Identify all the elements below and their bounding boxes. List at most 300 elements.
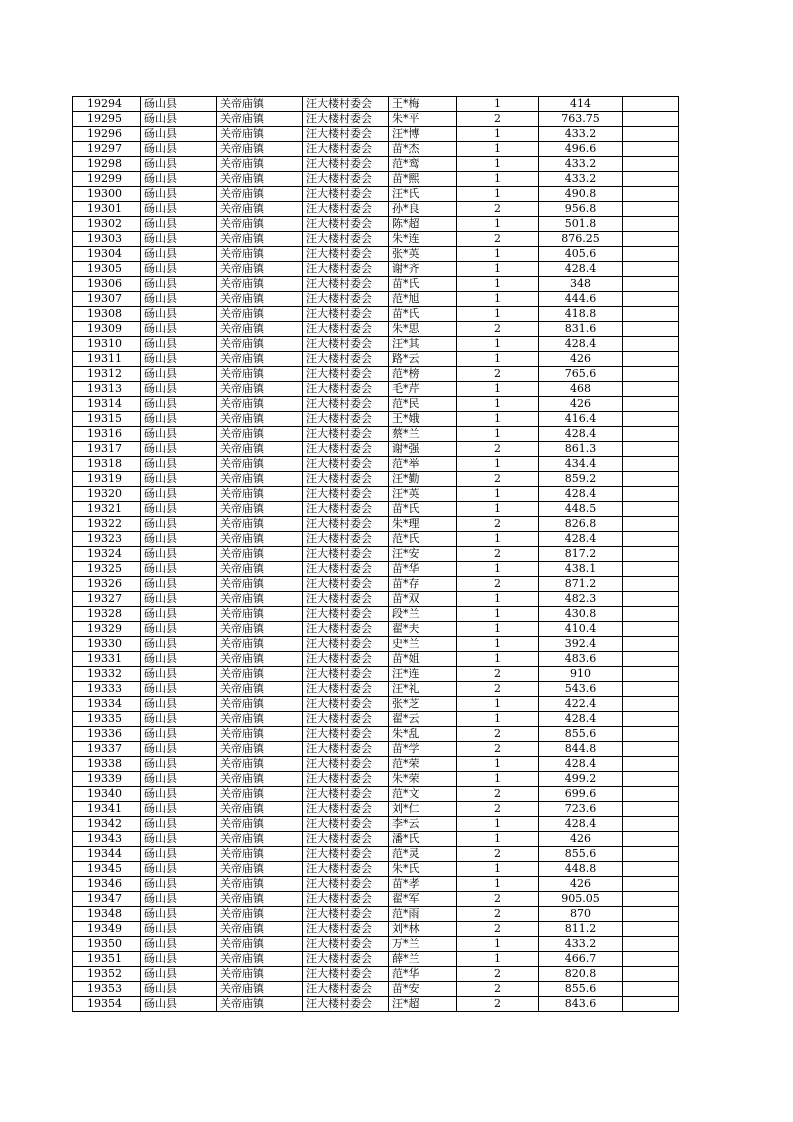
row-id-cell: 19310 bbox=[73, 337, 141, 352]
town-cell: 关帝庙镇 bbox=[217, 832, 303, 847]
name-cell: 范*文 bbox=[389, 787, 457, 802]
town-cell: 关帝庙镇 bbox=[217, 322, 303, 337]
row-id-cell: 19303 bbox=[73, 232, 141, 247]
household-count-cell: 2 bbox=[457, 472, 539, 487]
village-cell: 汪大楼村委会 bbox=[303, 787, 389, 802]
name-cell: 朱*荣 bbox=[389, 772, 457, 787]
amount-cell: 817.2 bbox=[539, 547, 623, 562]
amount-cell: 482.3 bbox=[539, 592, 623, 607]
household-count-cell: 1 bbox=[457, 262, 539, 277]
county-cell: 砀山县 bbox=[141, 907, 217, 922]
amount-cell: 855.6 bbox=[539, 727, 623, 742]
blank-cell bbox=[623, 172, 679, 187]
table-row bbox=[73, 817, 679, 832]
name-cell: 蔡*兰 bbox=[389, 427, 457, 442]
row-id-cell: 19306 bbox=[73, 277, 141, 292]
village-cell: 汪大楼村委会 bbox=[303, 277, 389, 292]
household-count-cell: 1 bbox=[457, 607, 539, 622]
table-row bbox=[73, 787, 679, 802]
table-row bbox=[73, 202, 679, 217]
town-cell: 关帝庙镇 bbox=[217, 112, 303, 127]
county-cell: 砀山县 bbox=[141, 457, 217, 472]
village-cell: 汪大楼村委会 bbox=[303, 412, 389, 427]
name-cell: 范*华 bbox=[389, 967, 457, 982]
name-cell: 苗*孝 bbox=[389, 877, 457, 892]
town-cell: 关帝庙镇 bbox=[217, 847, 303, 862]
amount-cell: 763.75 bbox=[539, 112, 623, 127]
county-cell: 砀山县 bbox=[141, 517, 217, 532]
county-cell: 砀山县 bbox=[141, 142, 217, 157]
blank-cell bbox=[623, 217, 679, 232]
village-cell: 汪大楼村委会 bbox=[303, 502, 389, 517]
blank-cell bbox=[623, 547, 679, 562]
household-count-cell: 1 bbox=[457, 187, 539, 202]
name-cell: 范*榜 bbox=[389, 367, 457, 382]
table-row bbox=[73, 727, 679, 742]
row-id-cell: 19345 bbox=[73, 862, 141, 877]
amount-cell: 428.4 bbox=[539, 427, 623, 442]
blank-cell bbox=[623, 817, 679, 832]
household-count-cell: 1 bbox=[457, 307, 539, 322]
county-cell: 砀山县 bbox=[141, 217, 217, 232]
town-cell: 关帝庙镇 bbox=[217, 922, 303, 937]
table-body bbox=[73, 97, 679, 1012]
table-row bbox=[73, 982, 679, 997]
blank-cell bbox=[623, 667, 679, 682]
county-cell: 砀山县 bbox=[141, 412, 217, 427]
household-count-cell: 1 bbox=[457, 397, 539, 412]
table-row bbox=[73, 187, 679, 202]
row-id-cell: 19311 bbox=[73, 352, 141, 367]
row-id-cell: 19313 bbox=[73, 382, 141, 397]
household-count-cell: 2 bbox=[457, 547, 539, 562]
blank-cell bbox=[623, 937, 679, 952]
name-cell: 汪*礼 bbox=[389, 682, 457, 697]
table-row bbox=[73, 517, 679, 532]
row-id-cell: 19350 bbox=[73, 937, 141, 952]
name-cell: 汪*连 bbox=[389, 667, 457, 682]
name-cell: 孙*良 bbox=[389, 202, 457, 217]
town-cell: 关帝庙镇 bbox=[217, 307, 303, 322]
blank-cell bbox=[623, 757, 679, 772]
row-id-cell: 19342 bbox=[73, 817, 141, 832]
row-id-cell: 19352 bbox=[73, 967, 141, 982]
county-cell: 砀山县 bbox=[141, 802, 217, 817]
county-cell: 砀山县 bbox=[141, 877, 217, 892]
row-id-cell: 19338 bbox=[73, 757, 141, 772]
table-row bbox=[73, 772, 679, 787]
town-cell: 关帝庙镇 bbox=[217, 517, 303, 532]
row-id-cell: 19308 bbox=[73, 307, 141, 322]
table-row bbox=[73, 247, 679, 262]
blank-cell bbox=[623, 412, 679, 427]
county-cell: 砀山县 bbox=[141, 967, 217, 982]
village-cell: 汪大楼村委会 bbox=[303, 367, 389, 382]
row-id-cell: 19307 bbox=[73, 292, 141, 307]
village-cell: 汪大楼村委会 bbox=[303, 877, 389, 892]
amount-cell: 811.2 bbox=[539, 922, 623, 937]
town-cell: 关帝庙镇 bbox=[217, 457, 303, 472]
name-cell: 苗*氏 bbox=[389, 502, 457, 517]
blank-cell bbox=[623, 127, 679, 142]
row-id-cell: 19304 bbox=[73, 247, 141, 262]
town-cell: 关帝庙镇 bbox=[217, 352, 303, 367]
county-cell: 砀山县 bbox=[141, 277, 217, 292]
name-cell: 苗*安 bbox=[389, 982, 457, 997]
household-count-cell: 2 bbox=[457, 232, 539, 247]
table-row bbox=[73, 862, 679, 877]
row-id-cell: 19325 bbox=[73, 562, 141, 577]
county-cell: 砀山县 bbox=[141, 847, 217, 862]
name-cell: 范*鸾 bbox=[389, 157, 457, 172]
blank-cell bbox=[623, 247, 679, 262]
name-cell: 陈*超 bbox=[389, 217, 457, 232]
blank-cell bbox=[623, 802, 679, 817]
household-count-cell: 2 bbox=[457, 667, 539, 682]
county-cell: 砀山县 bbox=[141, 442, 217, 457]
name-cell: 翟*军 bbox=[389, 892, 457, 907]
blank-cell bbox=[623, 772, 679, 787]
amount-cell: 428.4 bbox=[539, 757, 623, 772]
household-count-cell: 1 bbox=[457, 97, 539, 112]
row-id-cell: 19354 bbox=[73, 997, 141, 1012]
county-cell: 砀山县 bbox=[141, 862, 217, 877]
name-cell: 朱*平 bbox=[389, 112, 457, 127]
county-cell: 砀山县 bbox=[141, 652, 217, 667]
table-row bbox=[73, 232, 679, 247]
county-cell: 砀山县 bbox=[141, 337, 217, 352]
blank-cell bbox=[623, 112, 679, 127]
blank-cell bbox=[623, 352, 679, 367]
table-row bbox=[73, 322, 679, 337]
name-cell: 范*民 bbox=[389, 397, 457, 412]
county-cell: 砀山县 bbox=[141, 367, 217, 382]
name-cell: 汪*英 bbox=[389, 487, 457, 502]
household-count-cell: 1 bbox=[457, 622, 539, 637]
blank-cell bbox=[623, 472, 679, 487]
name-cell: 苗*氏 bbox=[389, 307, 457, 322]
village-cell: 汪大楼村委会 bbox=[303, 172, 389, 187]
amount-cell: 433.2 bbox=[539, 127, 623, 142]
amount-cell: 428.4 bbox=[539, 712, 623, 727]
town-cell: 关帝庙镇 bbox=[217, 172, 303, 187]
table-row bbox=[73, 142, 679, 157]
table-row bbox=[73, 922, 679, 937]
name-cell: 朱*连 bbox=[389, 232, 457, 247]
county-cell: 砀山县 bbox=[141, 307, 217, 322]
blank-cell bbox=[623, 532, 679, 547]
household-count-cell: 1 bbox=[457, 832, 539, 847]
village-cell: 汪大楼村委会 bbox=[303, 562, 389, 577]
village-cell: 汪大楼村委会 bbox=[303, 352, 389, 367]
amount-cell: 426 bbox=[539, 877, 623, 892]
row-id-cell: 19346 bbox=[73, 877, 141, 892]
amount-cell: 855.6 bbox=[539, 847, 623, 862]
row-id-cell: 19339 bbox=[73, 772, 141, 787]
table-row bbox=[73, 382, 679, 397]
amount-cell: 438.1 bbox=[539, 562, 623, 577]
name-cell: 谢*强 bbox=[389, 442, 457, 457]
town-cell: 关帝庙镇 bbox=[217, 742, 303, 757]
village-cell: 汪大楼村委会 bbox=[303, 112, 389, 127]
amount-cell: 876.25 bbox=[539, 232, 623, 247]
name-cell: 张*英 bbox=[389, 247, 457, 262]
county-cell: 砀山县 bbox=[141, 577, 217, 592]
name-cell: 刘*仁 bbox=[389, 802, 457, 817]
town-cell: 关帝庙镇 bbox=[217, 232, 303, 247]
county-cell: 砀山县 bbox=[141, 427, 217, 442]
village-cell: 汪大楼村委会 bbox=[303, 427, 389, 442]
table-row bbox=[73, 637, 679, 652]
amount-cell: 765.6 bbox=[539, 367, 623, 382]
amount-cell: 433.2 bbox=[539, 157, 623, 172]
household-count-cell: 2 bbox=[457, 997, 539, 1012]
county-cell: 砀山县 bbox=[141, 127, 217, 142]
county-cell: 砀山县 bbox=[141, 547, 217, 562]
table-row bbox=[73, 127, 679, 142]
village-cell: 汪大楼村委会 bbox=[303, 247, 389, 262]
table-row bbox=[73, 577, 679, 592]
blank-cell bbox=[623, 982, 679, 997]
row-id-cell: 19337 bbox=[73, 742, 141, 757]
table-row bbox=[73, 682, 679, 697]
blank-cell bbox=[623, 907, 679, 922]
village-cell: 汪大楼村委会 bbox=[303, 382, 389, 397]
household-count-cell: 2 bbox=[457, 742, 539, 757]
town-cell: 关帝庙镇 bbox=[217, 367, 303, 382]
village-cell: 汪大楼村委会 bbox=[303, 967, 389, 982]
household-count-cell: 1 bbox=[457, 277, 539, 292]
amount-cell: 426 bbox=[539, 397, 623, 412]
table-row bbox=[73, 607, 679, 622]
amount-cell: 418.8 bbox=[539, 307, 623, 322]
amount-cell: 416.4 bbox=[539, 412, 623, 427]
table-row bbox=[73, 367, 679, 382]
amount-cell: 496.6 bbox=[539, 142, 623, 157]
household-count-cell: 2 bbox=[457, 847, 539, 862]
table-row bbox=[73, 217, 679, 232]
household-count-cell: 1 bbox=[457, 862, 539, 877]
amount-cell: 870 bbox=[539, 907, 623, 922]
data-table bbox=[72, 96, 679, 1012]
household-count-cell: 1 bbox=[457, 127, 539, 142]
county-cell: 砀山县 bbox=[141, 817, 217, 832]
row-id-cell: 19320 bbox=[73, 487, 141, 502]
row-id-cell: 19349 bbox=[73, 922, 141, 937]
amount-cell: 444.6 bbox=[539, 292, 623, 307]
town-cell: 关帝庙镇 bbox=[217, 727, 303, 742]
row-id-cell: 19329 bbox=[73, 622, 141, 637]
row-id-cell: 19305 bbox=[73, 262, 141, 277]
name-cell: 范*氏 bbox=[389, 532, 457, 547]
household-count-cell: 1 bbox=[457, 247, 539, 262]
row-id-cell: 19309 bbox=[73, 322, 141, 337]
blank-cell bbox=[623, 577, 679, 592]
row-id-cell: 19316 bbox=[73, 427, 141, 442]
table-row bbox=[73, 97, 679, 112]
household-count-cell: 1 bbox=[457, 652, 539, 667]
table-row bbox=[73, 622, 679, 637]
county-cell: 砀山县 bbox=[141, 502, 217, 517]
row-id-cell: 19353 bbox=[73, 982, 141, 997]
town-cell: 关帝庙镇 bbox=[217, 532, 303, 547]
amount-cell: 490.8 bbox=[539, 187, 623, 202]
town-cell: 关帝庙镇 bbox=[217, 652, 303, 667]
table-row bbox=[73, 697, 679, 712]
county-cell: 砀山县 bbox=[141, 787, 217, 802]
row-id-cell: 19327 bbox=[73, 592, 141, 607]
blank-cell bbox=[623, 367, 679, 382]
amount-cell: 433.2 bbox=[539, 172, 623, 187]
county-cell: 砀山县 bbox=[141, 892, 217, 907]
town-cell: 关帝庙镇 bbox=[217, 472, 303, 487]
town-cell: 关帝庙镇 bbox=[217, 622, 303, 637]
household-count-cell: 1 bbox=[457, 172, 539, 187]
town-cell: 关帝庙镇 bbox=[217, 97, 303, 112]
table-row bbox=[73, 487, 679, 502]
table-row bbox=[73, 832, 679, 847]
blank-cell bbox=[623, 142, 679, 157]
blank-cell bbox=[623, 622, 679, 637]
county-cell: 砀山县 bbox=[141, 187, 217, 202]
household-count-cell: 2 bbox=[457, 322, 539, 337]
household-count-cell: 1 bbox=[457, 772, 539, 787]
blank-cell bbox=[623, 742, 679, 757]
table-row bbox=[73, 967, 679, 982]
amount-cell: 428.4 bbox=[539, 262, 623, 277]
town-cell: 关帝庙镇 bbox=[217, 862, 303, 877]
village-cell: 汪大楼村委会 bbox=[303, 487, 389, 502]
county-cell: 砀山县 bbox=[141, 757, 217, 772]
town-cell: 关帝庙镇 bbox=[217, 757, 303, 772]
blank-cell bbox=[623, 427, 679, 442]
table-row bbox=[73, 427, 679, 442]
household-count-cell: 2 bbox=[457, 442, 539, 457]
household-count-cell: 2 bbox=[457, 202, 539, 217]
row-id-cell: 19314 bbox=[73, 397, 141, 412]
name-cell: 刘*林 bbox=[389, 922, 457, 937]
name-cell: 路*云 bbox=[389, 352, 457, 367]
town-cell: 关帝庙镇 bbox=[217, 547, 303, 562]
row-id-cell: 19297 bbox=[73, 142, 141, 157]
name-cell: 苗*华 bbox=[389, 562, 457, 577]
household-count-cell: 2 bbox=[457, 802, 539, 817]
row-id-cell: 19317 bbox=[73, 442, 141, 457]
town-cell: 关帝庙镇 bbox=[217, 157, 303, 172]
row-id-cell: 19302 bbox=[73, 217, 141, 232]
county-cell: 砀山县 bbox=[141, 697, 217, 712]
blank-cell bbox=[623, 307, 679, 322]
name-cell: 汪*博 bbox=[389, 127, 457, 142]
town-cell: 关帝庙镇 bbox=[217, 802, 303, 817]
village-cell: 汪大楼村委会 bbox=[303, 157, 389, 172]
household-count-cell: 1 bbox=[457, 292, 539, 307]
town-cell: 关帝庙镇 bbox=[217, 952, 303, 967]
village-cell: 汪大楼村委会 bbox=[303, 817, 389, 832]
table-row bbox=[73, 937, 679, 952]
table-row bbox=[73, 472, 679, 487]
blank-cell bbox=[623, 697, 679, 712]
blank-cell bbox=[623, 97, 679, 112]
name-cell: 苗*双 bbox=[389, 592, 457, 607]
household-count-cell: 1 bbox=[457, 457, 539, 472]
village-cell: 汪大楼村委会 bbox=[303, 892, 389, 907]
town-cell: 关帝庙镇 bbox=[217, 877, 303, 892]
household-count-cell: 1 bbox=[457, 142, 539, 157]
amount-cell: 699.6 bbox=[539, 787, 623, 802]
village-cell: 汪大楼村委会 bbox=[303, 922, 389, 937]
table-row bbox=[73, 262, 679, 277]
village-cell: 汪大楼村委会 bbox=[303, 832, 389, 847]
amount-cell: 448.8 bbox=[539, 862, 623, 877]
table-row bbox=[73, 997, 679, 1012]
blank-cell bbox=[623, 592, 679, 607]
table-row bbox=[73, 457, 679, 472]
village-cell: 汪大楼村委会 bbox=[303, 712, 389, 727]
town-cell: 关帝庙镇 bbox=[217, 817, 303, 832]
county-cell: 砀山县 bbox=[141, 382, 217, 397]
name-cell: 范*雨 bbox=[389, 907, 457, 922]
county-cell: 砀山县 bbox=[141, 982, 217, 997]
blank-cell bbox=[623, 952, 679, 967]
table-row bbox=[73, 412, 679, 427]
amount-cell: 348 bbox=[539, 277, 623, 292]
row-id-cell: 19319 bbox=[73, 472, 141, 487]
county-cell: 砀山县 bbox=[141, 172, 217, 187]
household-count-cell: 1 bbox=[457, 697, 539, 712]
household-count-cell: 1 bbox=[457, 532, 539, 547]
amount-cell: 434.4 bbox=[539, 457, 623, 472]
amount-cell: 956.8 bbox=[539, 202, 623, 217]
amount-cell: 428.4 bbox=[539, 817, 623, 832]
county-cell: 砀山县 bbox=[141, 712, 217, 727]
name-cell: 汪*氏 bbox=[389, 187, 457, 202]
town-cell: 关帝庙镇 bbox=[217, 697, 303, 712]
county-cell: 砀山县 bbox=[141, 232, 217, 247]
village-cell: 汪大楼村委会 bbox=[303, 667, 389, 682]
household-count-cell: 1 bbox=[457, 502, 539, 517]
household-count-cell: 1 bbox=[457, 217, 539, 232]
name-cell: 朱*理 bbox=[389, 517, 457, 532]
town-cell: 关帝庙镇 bbox=[217, 262, 303, 277]
village-cell: 汪大楼村委会 bbox=[303, 727, 389, 742]
household-count-cell: 1 bbox=[457, 337, 539, 352]
household-count-cell: 1 bbox=[457, 712, 539, 727]
town-cell: 关帝庙镇 bbox=[217, 967, 303, 982]
village-cell: 汪大楼村委会 bbox=[303, 592, 389, 607]
county-cell: 砀山县 bbox=[141, 622, 217, 637]
amount-cell: 433.2 bbox=[539, 937, 623, 952]
town-cell: 关帝庙镇 bbox=[217, 502, 303, 517]
amount-cell: 543.6 bbox=[539, 682, 623, 697]
town-cell: 关帝庙镇 bbox=[217, 577, 303, 592]
name-cell: 朱*思 bbox=[389, 322, 457, 337]
blank-cell bbox=[623, 712, 679, 727]
household-count-cell: 1 bbox=[457, 382, 539, 397]
county-cell: 砀山县 bbox=[141, 922, 217, 937]
village-cell: 汪大楼村委会 bbox=[303, 457, 389, 472]
town-cell: 关帝庙镇 bbox=[217, 127, 303, 142]
name-cell: 翟*夫 bbox=[389, 622, 457, 637]
blank-cell bbox=[623, 157, 679, 172]
amount-cell: 843.6 bbox=[539, 997, 623, 1012]
town-cell: 关帝庙镇 bbox=[217, 142, 303, 157]
household-count-cell: 2 bbox=[457, 787, 539, 802]
table-row bbox=[73, 547, 679, 562]
table-row bbox=[73, 742, 679, 757]
name-cell: 范*举 bbox=[389, 457, 457, 472]
village-cell: 汪大楼村委会 bbox=[303, 307, 389, 322]
